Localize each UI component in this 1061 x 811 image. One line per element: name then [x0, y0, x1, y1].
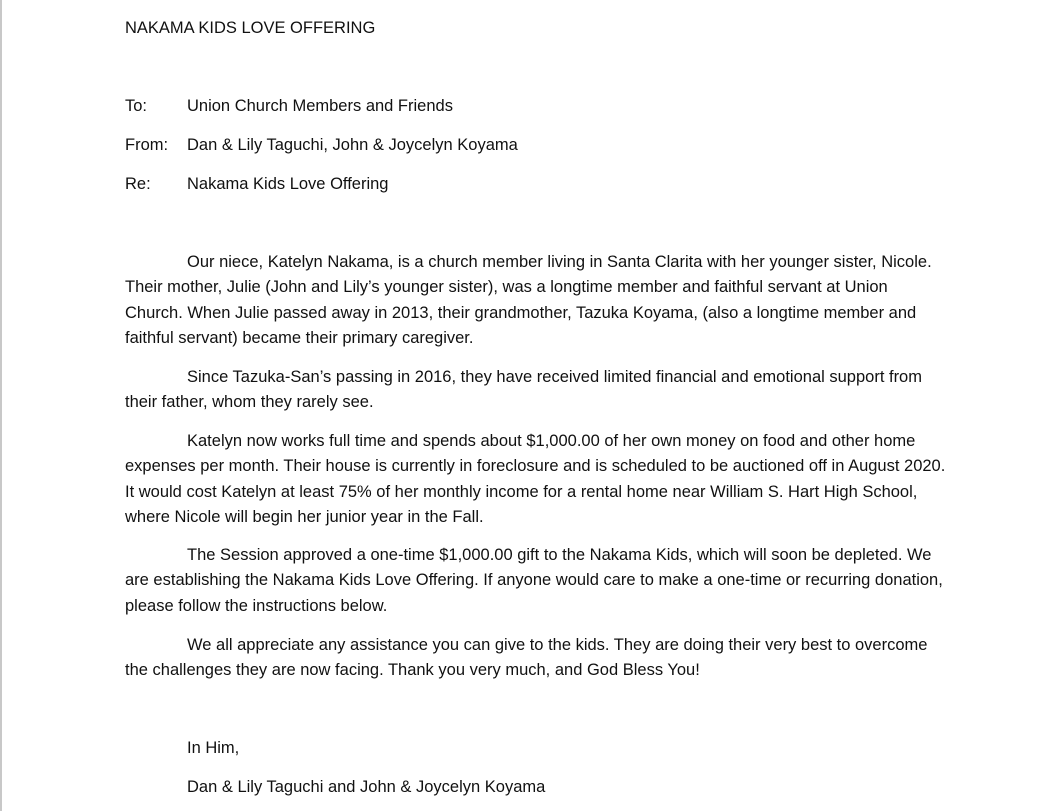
body-paragraph-2: Since Tazuka-San’s passing in 2016, they have received limited financial and emotional support from their father, whom they rarely see.	[125, 368, 922, 412]
memo-re-value: Nakama Kids Love Offering	[187, 175, 389, 193]
document-title: NAKAMA KIDS LOVE OFFERING	[125, 19, 376, 37]
memo-from-row	[125, 133, 518, 158]
signature-line: Dan & Lily Taguchi and John & Joycelyn Koyama	[187, 778, 546, 796]
closing-salutation: In Him,	[187, 739, 240, 757]
memo-from-label: From:	[125, 136, 169, 154]
memo-to-value: Union Church Members and Friends	[187, 97, 453, 115]
body-paragraph-4: The Session approved a one-time $1,000.00 gift to the Nakama Kids, which will soon be depleted. We are establishing the Nakama Kids Love Offering. If anyone would care to make a one-time or recurring donation, please follow the instructions below.	[125, 546, 943, 615]
page-left-edge	[0, 0, 2, 811]
memo-from-value: Dan & Lily Taguchi, John & Joycelyn Koyama	[187, 136, 518, 154]
body-paragraph-5: We all appreciate any assistance you can give to the kids. They are doing their very best to overcome the challenges they are now facing. Thank you very much, and God Bless You!	[125, 636, 928, 680]
memo-to-row	[125, 94, 453, 119]
memo-to-label: To:	[125, 97, 148, 115]
memo-re-row	[125, 172, 388, 197]
body-paragraph-1: Our niece, Katelyn Nakama, is a church member living in Santa Clarita with her younger sister, Nicole. Their mother, Julie (John and Lily’s younger sister), was a longtime member and faithful servant at Union Church. When Julie passed away in 2013, their grandmother, Tazuka Koyama, (also a longtime member and faithful servant) became their primary caregiver.	[125, 253, 932, 347]
memo-re-label: Re:	[125, 175, 151, 193]
body-paragraph-3: Katelyn now works full time and spends about $1,000.00 of her own money on food and other home expenses per month. Their house is currently in foreclosure and is scheduled to be auctioned off in August 2020. It would cost Katelyn at least 75% of her monthly income for a rental home near William S. Hart High School, where Nicole will begin her junior year in the Fall.	[125, 432, 946, 526]
